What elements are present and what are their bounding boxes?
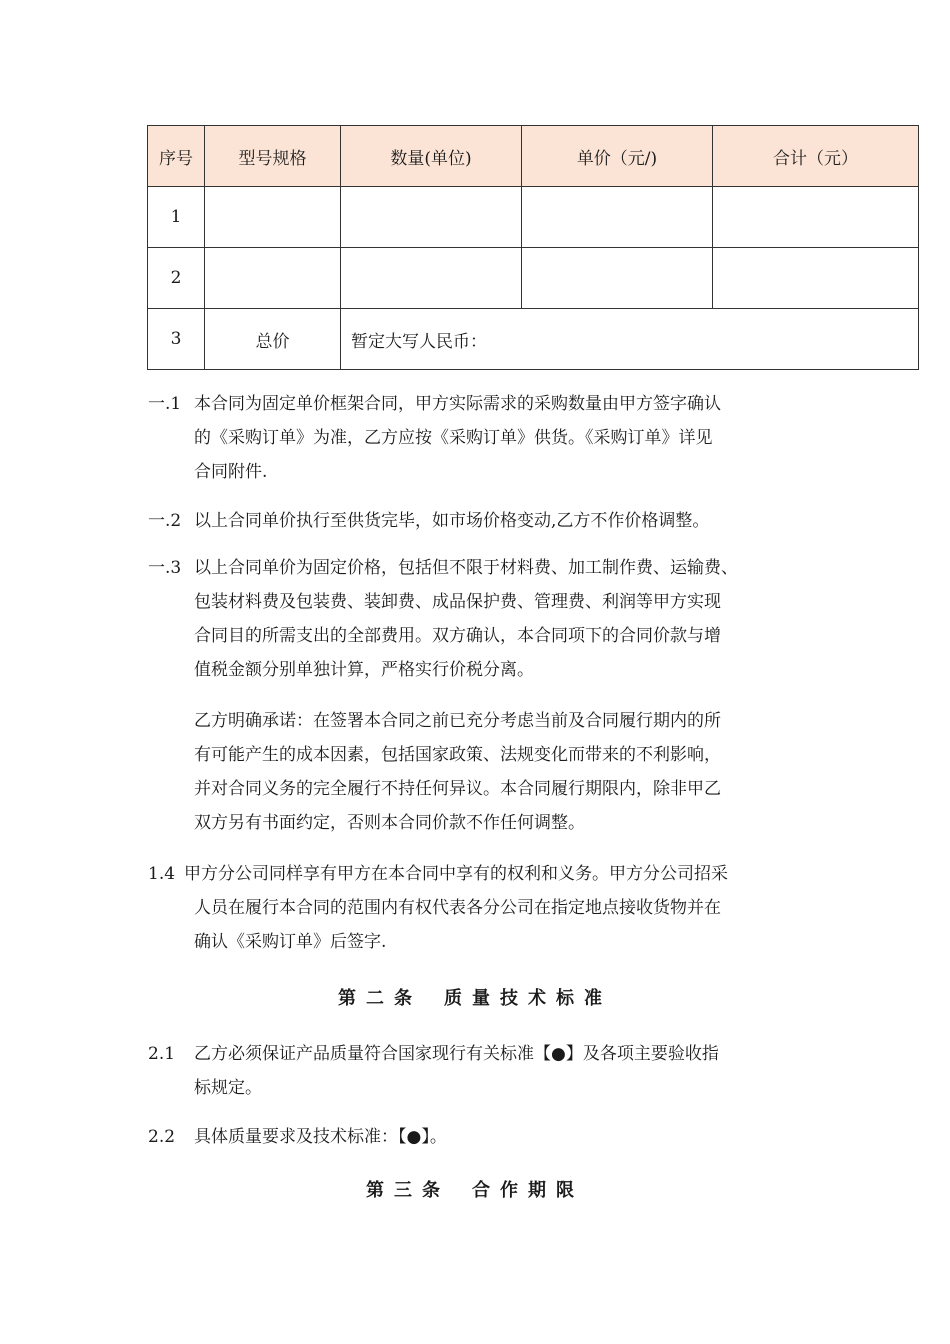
clause-line: 人员在履行本合同的范围内有权代表各分公司在指定地点接收货物并在 (194, 898, 721, 918)
clause-line: 以上合同单价为固定价格，包括但不限于材料费、加工制作费、运输费、 (194, 558, 738, 578)
header-quantity: 数量(单位) (341, 126, 522, 187)
clause-1-3 (148, 551, 828, 687)
header-model-spec: 型号规格 (205, 126, 341, 187)
clause-1-3-commitment (148, 704, 828, 840)
clause-line: 标规定。 (194, 1078, 262, 1098)
article-number: 第三条 (366, 1180, 450, 1201)
table-row (148, 248, 919, 309)
article-title: 合作期限 (472, 1180, 584, 1201)
clause-line: 包装材料费及包装费、装卸费、成品保护费、管理费、利润等甲方实现 (194, 592, 721, 612)
clause-number: 2.2 (148, 1127, 176, 1147)
clause-number: 一.3 (148, 558, 182, 578)
article-3-heading (0, 1176, 950, 1202)
clause-number: 1.4 (148, 864, 176, 884)
header-total: 合计（元） (713, 126, 919, 187)
header-serial: 序号 (148, 126, 205, 187)
clause-line: 具体质量要求及技术标准：【●】。 (194, 1127, 447, 1147)
total-amount-uppercase: 暂定大写人民币： (341, 309, 919, 370)
clause-line: 甲方分公司同样享有甲方在本合同中享有的权利和义务。甲方分公司招采 (184, 864, 728, 884)
total-price-label: 总价 (205, 309, 341, 370)
clause-line: 合同附件. (194, 462, 268, 482)
clause-line: 以上合同单价执行至供货完毕，如市场价格变动,乙方不作价格调整。 (194, 511, 710, 531)
clause-1-4 (148, 857, 828, 959)
table-row-total (148, 309, 919, 370)
row-serial: 3 (148, 309, 205, 370)
clause-number: 一.1 (148, 394, 182, 414)
price-table (147, 125, 919, 370)
article-title: 质量技术标准 (444, 988, 612, 1009)
row-serial: 1 (148, 187, 205, 248)
clause-2-2 (148, 1120, 828, 1154)
row-model-cell (205, 248, 341, 309)
row-total-cell (713, 248, 919, 309)
row-model-cell (205, 187, 341, 248)
row-serial: 2 (148, 248, 205, 309)
clause-number: 2.1 (148, 1044, 176, 1064)
clause-2-1 (148, 1037, 828, 1105)
clause-1-1 (148, 387, 828, 489)
clause-number: 一.2 (148, 511, 182, 531)
clause-line: 合同目的所需支出的全部费用。双方确认，本合同项下的合同价款与增 (194, 626, 721, 646)
clause-line: 确认《采购订单》后签字. (194, 932, 387, 952)
article-number: 第二条 (338, 988, 422, 1009)
table-header-row (148, 126, 919, 187)
header-unit-price: 单价（元/) (522, 126, 713, 187)
row-total-cell (713, 187, 919, 248)
row-quantity-cell (341, 187, 522, 248)
clause-line: 的《采购订单》为准，乙方应按《采购订单》供货。《采购订单》详见 (194, 428, 713, 448)
row-unit-price-cell (522, 248, 713, 309)
row-quantity-cell (341, 248, 522, 309)
article-2-heading (0, 984, 950, 1010)
clause-line: 乙方必须保证产品质量符合国家现行有关标准【●】及各项主要验收指 (194, 1044, 719, 1064)
clause-line: 本合同为固定单价框架合同，甲方实际需求的采购数量由甲方签字确认 (194, 394, 721, 414)
clause-line: 并对合同义务的完全履行不持任何异议。本合同履行期限内，除非甲乙 (194, 779, 721, 799)
row-unit-price-cell (522, 187, 713, 248)
clause-1-2 (148, 504, 828, 538)
table-row (148, 187, 919, 248)
clause-line: 双方另有书面约定，否则本合同价款不作任何调整。 (194, 813, 585, 833)
clause-line: 有可能产生的成本因素，包括国家政策、法规变化而带来的不利影响， (194, 745, 721, 765)
clause-line: 值税金额分别单独计算，严格实行价税分离。 (194, 660, 534, 680)
clause-line: 乙方明确承诺：在签署本合同之前已充分考虑当前及合同履行期内的所 (194, 711, 721, 731)
